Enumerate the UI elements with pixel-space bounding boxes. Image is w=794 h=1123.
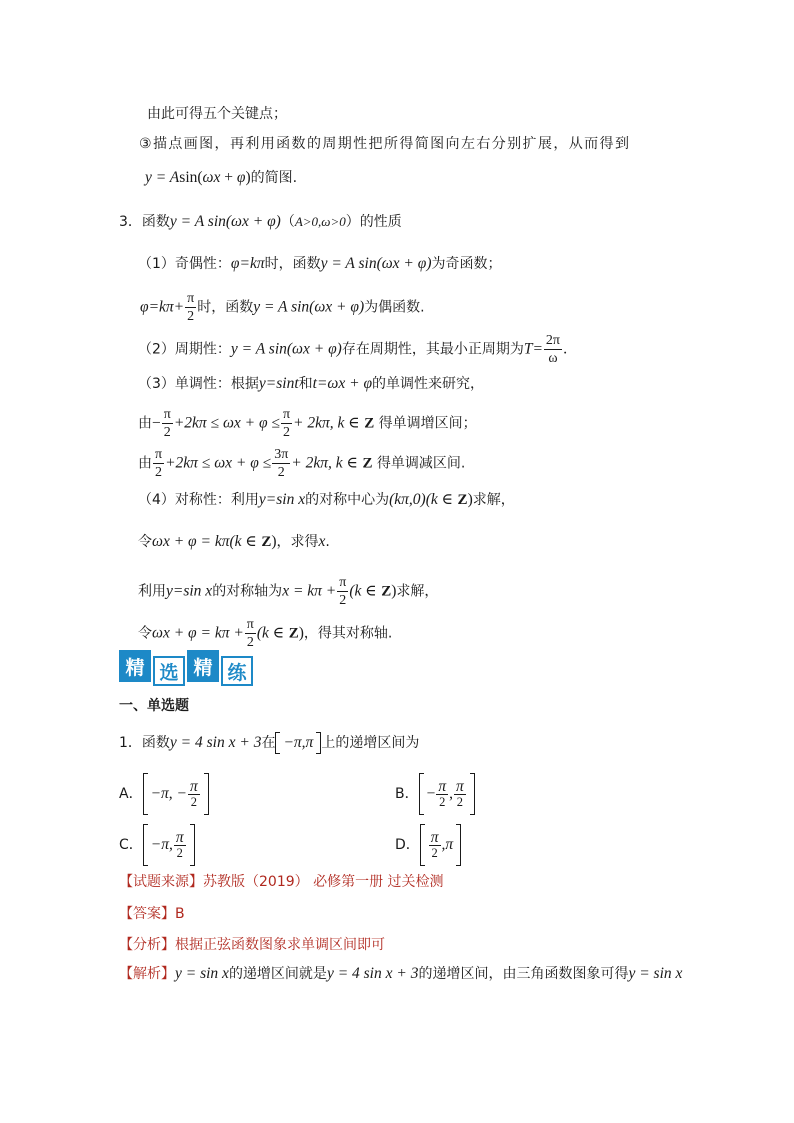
source-line: 【试题来源】苏教版（2019） 必修第一册 过关检测 — [119, 874, 444, 890]
parity-line-1: （1）奇偶性：φ=kπ时，函数y = A sin(ωx + φ)为奇函数； — [138, 255, 502, 272]
badge-char-lian: 练 — [221, 656, 253, 686]
question-stem: 1．函数y = 4 sin x + 3在 −π,π 上的递增区间为 — [119, 732, 419, 754]
decreasing-interval-line: 由 $\frac{\pi}{2}$ +2kπ ≤ ωx + φ ≤ $\frac{3\pi}{2}$ + 2kπ, k ∈ Z 得单调减区间. — [138, 447, 466, 480]
graph-line: y = Asin(ωx + φ)的简图. — [145, 169, 298, 186]
option-a[interactable]: A． −π, − $\frac{\pi}{2}$ — [119, 773, 209, 815]
section-heading: 一、单选题 — [119, 698, 189, 714]
period-line: （2）周期性：y = A sin(ωx + φ)存在周期性，其最小正周期为T= $\frac{2\pi}{\omega}$ ． — [138, 333, 577, 366]
draw-method-line: ③描点画图，再利用函数的周期性把所得简图向左右分别扩展，从而得到 — [139, 136, 631, 152]
option-b[interactable]: B． − $\frac{\pi}{2}$ , $\frac{\pi}{2}$ — [395, 773, 475, 815]
option-c[interactable]: C． −π, $\frac{\pi}{2}$ — [119, 824, 195, 866]
parity-line-2: φ=kπ+ $\frac{\pi}{2}$ 时，函数y = A sin(ωx + φ)为偶函数. — [140, 291, 425, 324]
badge-char-xuan: 选 — [153, 656, 185, 686]
badge-char-jing-1: 精 — [119, 650, 151, 682]
option-d[interactable]: D． $\frac{\pi}{2}$ ,π — [395, 824, 461, 866]
solution-line: 【解析】y = sin x的递增区间就是y = 4 sin x + 3的递增区间，由三角函数图象可得y = sin x — [119, 965, 683, 982]
symmetry-axis-line: 利用y=sin x的对称轴为x = kπ + $\frac{\pi}{2}$ (k ∈ Z)求解， — [138, 575, 439, 608]
symmetry-solve-line: 令ωx + φ = kπ(k ∈ Z)，求得x. — [138, 533, 330, 550]
monotonic-intro-line: （3）单调性：根据y=sint和t=ωx + φ的单调性来研究， — [138, 375, 485, 392]
increasing-interval-line: 由− $\frac{\pi}{2}$ +2kπ ≤ ωx + φ ≤ $\frac{\pi}{2}$ + 2kπ, k ∈ Z 得单调增区间； — [138, 407, 477, 440]
badge-char-jing-2: 精 — [187, 650, 219, 682]
section3-title: 3．函数y = A sin(ωx + φ)（A>0,ω>0）的性质 — [119, 213, 402, 230]
symmetry-axis-solve-line: 令ωx + φ = kπ + $\frac{\pi}{2}$ (k ∈ Z)，得其对称轴. — [138, 617, 393, 650]
symmetry-center-line: （4）对称性：利用y=sin x的对称中心为(kπ,0)(k ∈ Z)求解， — [138, 491, 515, 508]
analysis-line: 【分析】根据正弦函数图象求单调区间即可 — [119, 937, 385, 953]
answer-line: 【答案】B — [119, 906, 185, 922]
key-points-line: 由此可得五个关键点； — [147, 106, 287, 122]
